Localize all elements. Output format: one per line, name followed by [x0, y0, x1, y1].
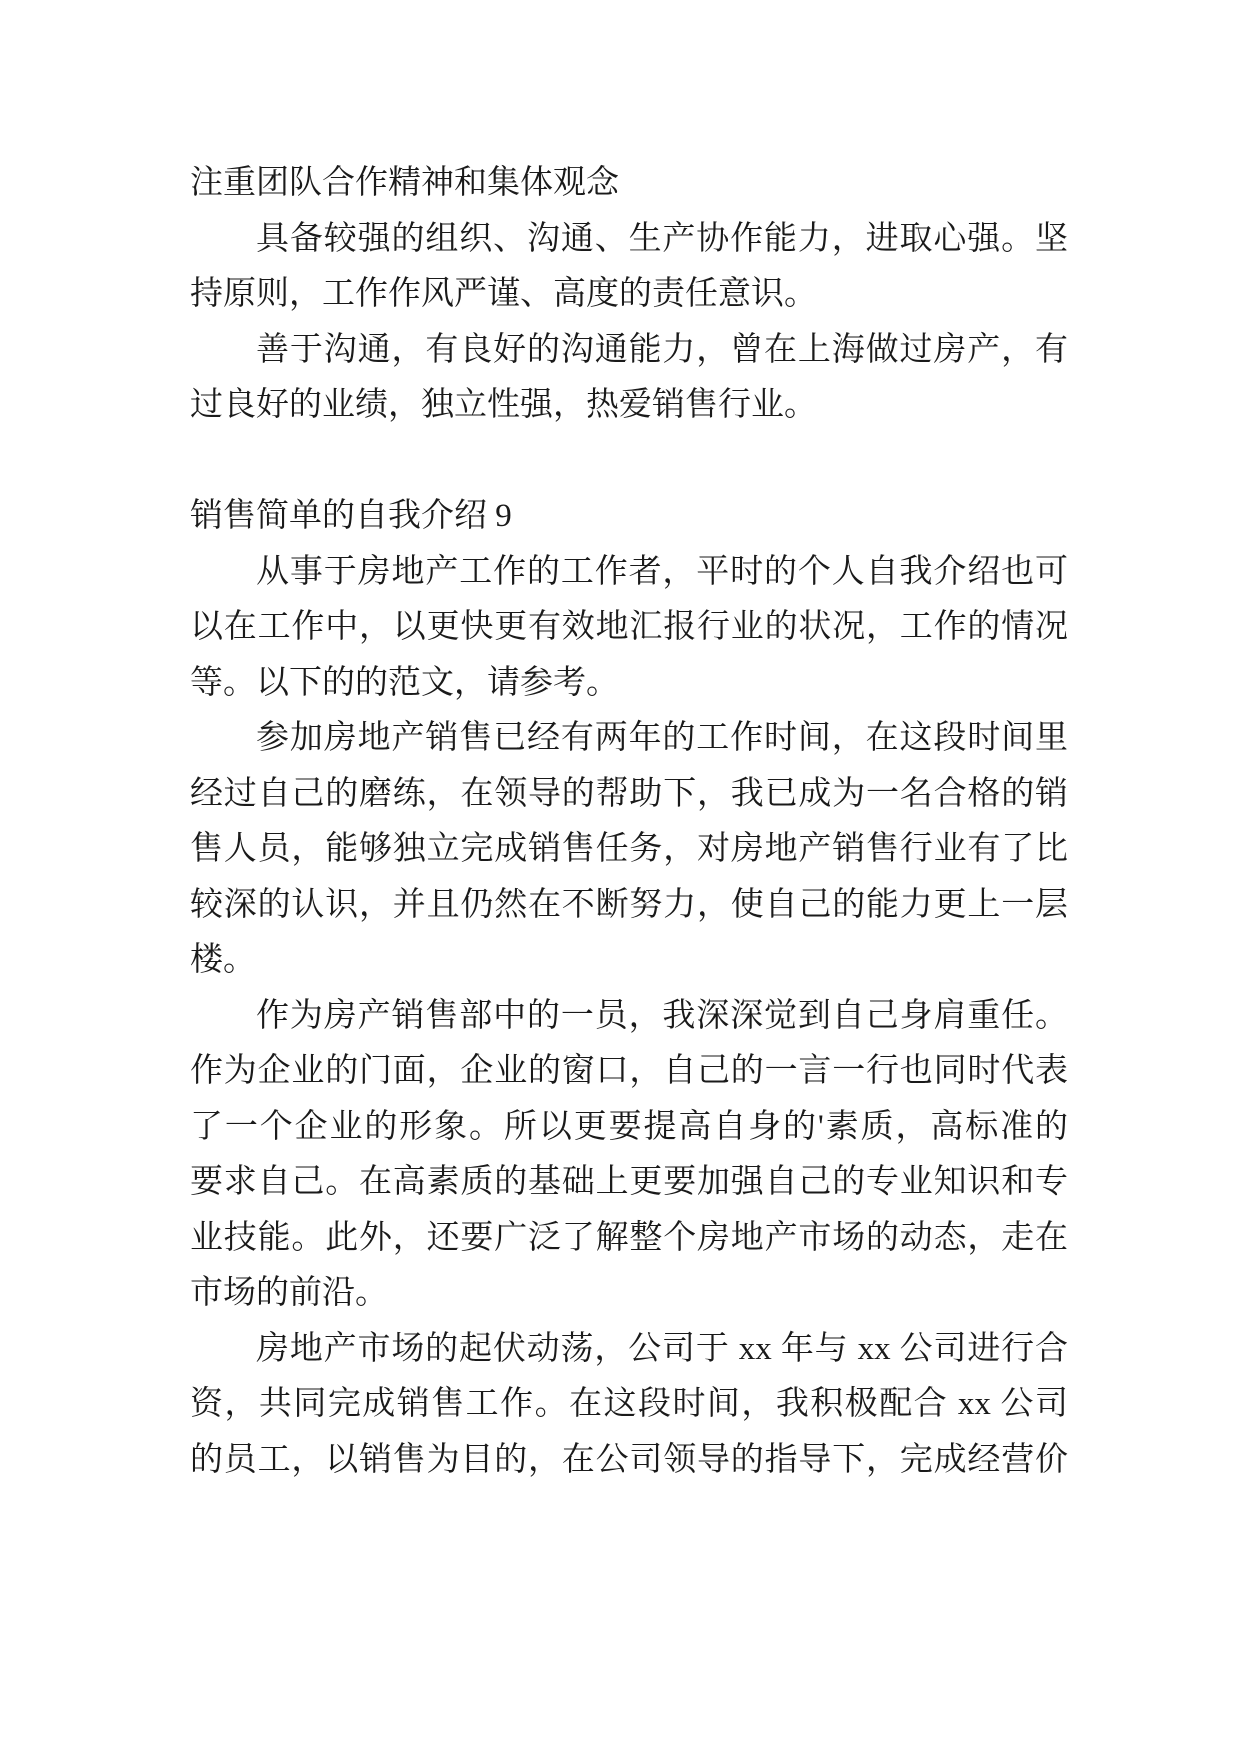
text-line: 市场的前沿。 — [190, 1275, 388, 1311]
text-line: 作为房产销售部中的一员，我深深觉到自己身肩重任。 — [256, 997, 1068, 1034]
text-line: 具备较强的组织、沟通、生产协作能力，进取心强。坚 — [256, 220, 1068, 257]
text-line: 业技能。此外，还要广泛了解整个房地产市场的动态，走在 — [190, 1219, 1068, 1256]
text-line: 以在工作中，以更快更有效地汇报行业的状况，工作的情况 — [190, 609, 1068, 645]
blank-line — [190, 434, 1068, 490]
text-line: 等。以下的的范文，请参考。 — [190, 664, 619, 701]
text-line: 参加房地产销售已经有两年的工作时间，在这段时间里 — [256, 720, 1068, 756]
text-line: 从事于房地产工作的工作者，平时的个人自我介绍也可 — [256, 553, 1068, 590]
text-line: 了一个企业的形象。所以更要提高自身的'素质，高标准的 — [190, 1108, 1068, 1145]
text-line: 持原则，工作作风严谨、高度的责任意识。 — [190, 276, 817, 312]
text-line: 要求自己。在高素质的基础上更要加强自己的专业知识和专 — [190, 1164, 1068, 1200]
text-line: 售人员，能够独立完成销售任务，对房地产销售行业有了比 — [190, 831, 1068, 867]
text-line: 注重团队合作精神和集体观念 — [190, 165, 619, 201]
text-line: 作为企业的门面，企业的窗口，自己的一言一行也同时代表 — [190, 1053, 1068, 1089]
text-line: 的员工，以销售为目的，在公司领导的指导下，完成经营价 — [190, 1441, 1068, 1478]
section-heading: 销售简单的自我介绍 9 — [190, 498, 512, 534]
text-line: 楼。 — [190, 942, 256, 978]
text-line: 经过自己的磨练，在领导的帮助下，我已成为一名合格的销 — [190, 775, 1068, 812]
text-line: 资，共同完成销售工作。在这段时间，我积极配合 xx 公司 — [190, 1386, 1068, 1422]
text-block — [190, 156, 1068, 1488]
text-line: 善于沟通，有良好的沟通能力，曾在上海做过房产，有 — [256, 331, 1068, 368]
text-line: 较深的认识，并且仍然在不断努力，使自己的能力更上一层 — [190, 886, 1068, 923]
text-line: 过良好的业绩，独立性强，热爱销售行业。 — [190, 387, 817, 423]
text-line: 房地产市场的起伏动荡，公司于 xx 年与 xx 公司进行合 — [256, 1330, 1068, 1367]
